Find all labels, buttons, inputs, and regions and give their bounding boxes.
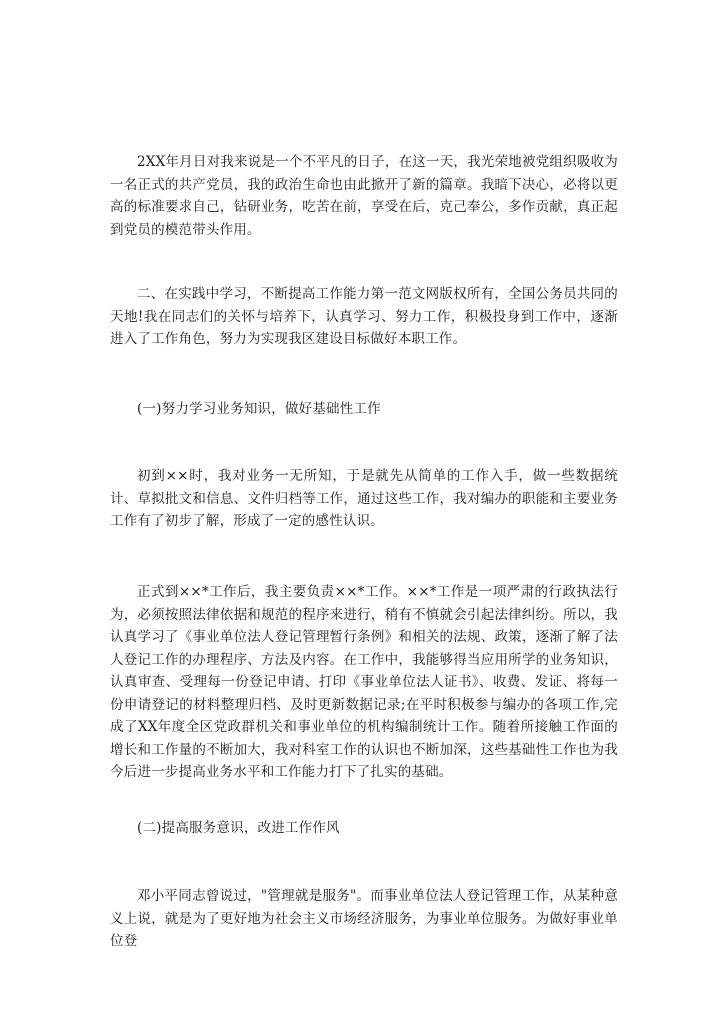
paragraph-learning-in-practice: 二、在实践中学习，不断提高工作能力第一范文网版权所有，全国公务员共同的天地!我在同志们的关怀与培养下，认真学习、努力工作，积极投身到工作中，逐渐进入了工作角色，努力为实现我区建设目标做好本职工作。	[110, 286, 618, 347]
paragraph-party-membership: 2XX年月日对我来说是一个不平凡的日子，在这一天，我光荣地被党组织吸收为一名正式的共产党员，我的政治生命也由此掀开了新的篇章。我暗下决心，必将以更高的标准要求自己，钻研业务，吃苦在前，享受在后，克己奉公，多作贡献，真正起到党员的模范带头作用。	[110, 154, 618, 238]
section-heading-service-awareness: (二)提高服务意识，改进工作作风	[137, 820, 340, 836]
paragraph-formal-work: 正式到××*工作后，我主要负责××*工作。××*工作是一项严肃的行政执法行为，必须按照法律依据和规范的程序来进行，稍有不慎就会引起法律纠纷。所以，我认真学习了《事业单位法人登记管理暂行条例》和相关的法规、政策，逐渐了解了法人登记工作的办理程序、方法及内容。在工作中，我能够得当应用所学的业务知识，认真审查、受理每一份登记申请、打印《事业单位法人证书》、收费、发证、将每一份申请登记的材料整理归档、及时更新数据记录;在平时积极参与编办的各项工作,完成了XX年度全区党政群机关和事业单位的机构编制统计工作。随着所接触工作面的增长和工作量的不断加大，我对科室工作的认识也不断加深，这些基础性工作也为我今后进一步提高业务水平和工作能力打下了扎实的基础。	[110, 584, 618, 780]
section-heading-business-knowledge: (一)努力学习业务知识，做好基础性工作	[137, 401, 381, 417]
paragraph-initial-work: 初到××时，我对业务一无所知，于是就先从简单的工作入手，做一些数据统计、草拟批文和信息、文件归档等工作，通过这些工作，我对编办的职能和主要业务工作有了初步了解，形成了一定的感性认识。	[110, 468, 618, 529]
paragraph-management-is-service: 邓小平同志曾说过，"管理就是服务"。而事业单位法人登记管理工作，从某种意义上说，就是为了更好地为社会主义市场经济服务，为事业单位服务。为做好事业单位登	[110, 888, 618, 949]
